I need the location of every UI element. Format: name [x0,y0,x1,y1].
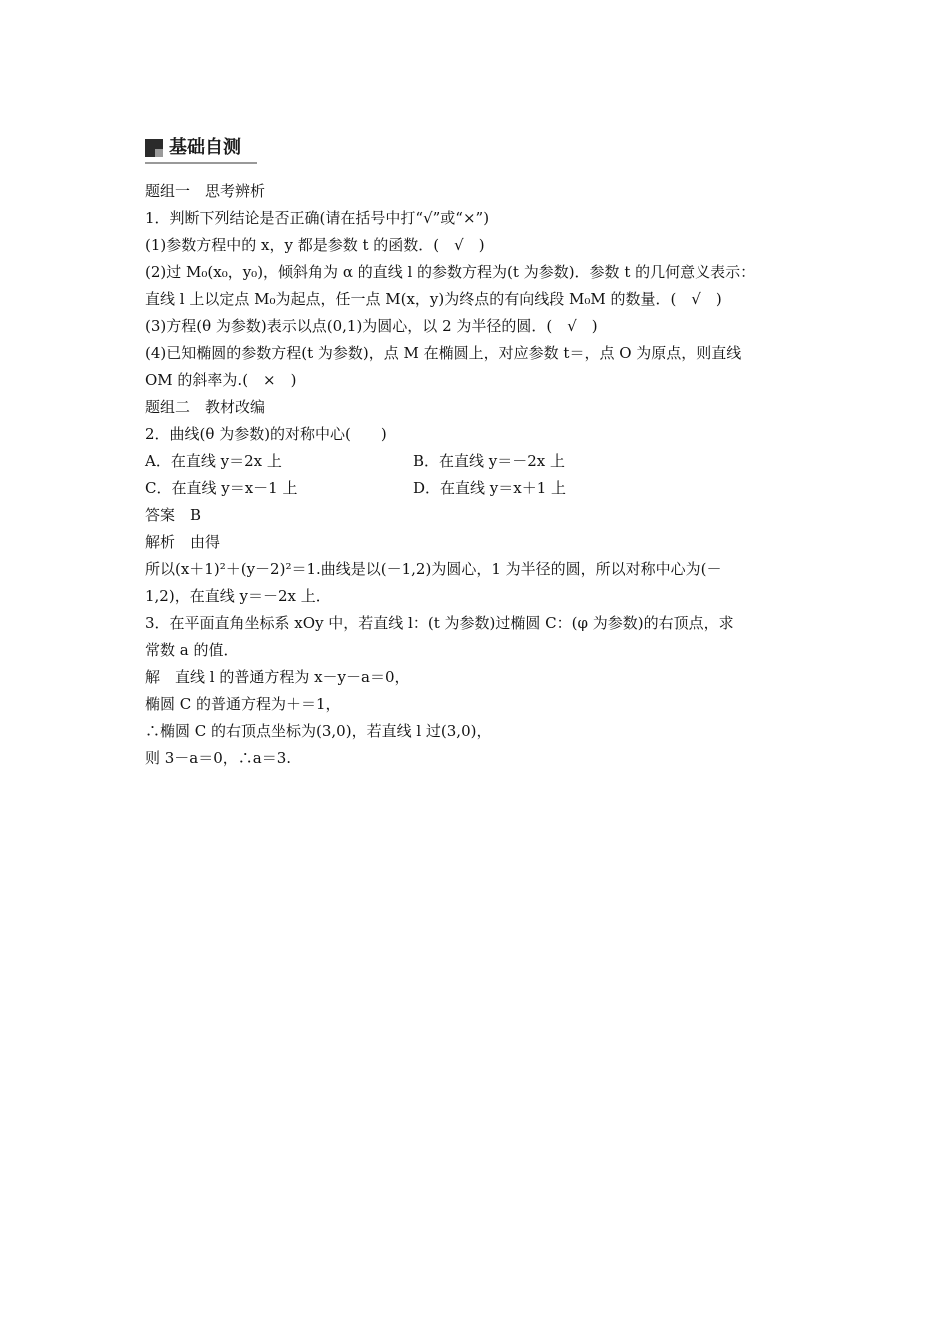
option-d: D．在直线 y＝x＋1 上 [413,479,567,497]
option-b: B．在直线 y＝－2x 上 [413,452,566,470]
group-heading: 题组二 教材改编 [145,398,266,416]
option-a: A．在直线 y＝2x 上 [145,452,282,470]
option-c: C．在直线 y＝x－1 上 [145,479,298,497]
question-3: 3．在平面直角坐标系 xOy 中，若直线 l：(t 为参数)过椭圆 C：(φ 为参数)的右顶点，求 [145,614,734,632]
section-divider [145,162,257,164]
analysis-line: 所以(x＋1)²＋(y－2)²＝1.曲线是以(－1,2)为圆心，1 为半径的圆，所以对称中心为(－ [145,560,722,578]
question-1: 1．判断下列结论是否正确(请在括号中打“√”或“×”) [145,209,490,227]
statement-4-cont: OM 的斜率为.( × ) [145,371,297,389]
solution-line: 解 直线 l 的普通方程为 x－y－a＝0， [145,668,410,686]
question-2: 2．曲线(θ 为参数)的对称中心( ) [145,425,387,443]
analysis: 解析 由得 [145,533,221,551]
section-header [145,136,257,164]
solution-line: 椭圆 C 的普通方程为＋＝1， [145,695,341,713]
analysis-line: 1,2)，在直线 y＝－2x 上． [145,587,331,605]
option-row [145,478,298,498]
statement-2: (2)过 M₀(x₀，y₀)，倾斜角为 α 的直线 l 的参数方程为(t 为参数)．参数 t 的几何意义表示： [145,263,756,281]
statement-2-cont: 直线 l 上以定点 M₀为起点，任一点 M(x，y)为终点的有向线段 M₀M 的数量．( √ ) [145,290,722,308]
group-heading: 题组一 思考辨析 [145,182,266,200]
statement-1: (1)参数方程中的 x，y 都是参数 t 的函数．( √ ) [145,236,485,254]
statement-3: (3)方程(θ 为参数)表示以点(0,1)为圆心，以 2 为半径的圆．( √ ) [145,317,598,335]
statement-4: (4)已知椭圆的参数方程(t 为参数)，点 M 在椭圆上，对应参数 t＝，点 O 为原点，则直线 [145,344,742,362]
question-3-cont: 常数 a 的值． [145,641,239,659]
answer: 答案 B [145,506,202,524]
section-title: 基础自测 [169,137,241,158]
solution-line: 则 3－a＝0，∴a＝3. [145,749,292,767]
section-marker-icon [145,139,163,157]
option-row [145,451,282,471]
solution-line: ∴椭圆 C 的右顶点坐标为(3,0)，若直线 l 过(3,0)， [145,722,492,740]
